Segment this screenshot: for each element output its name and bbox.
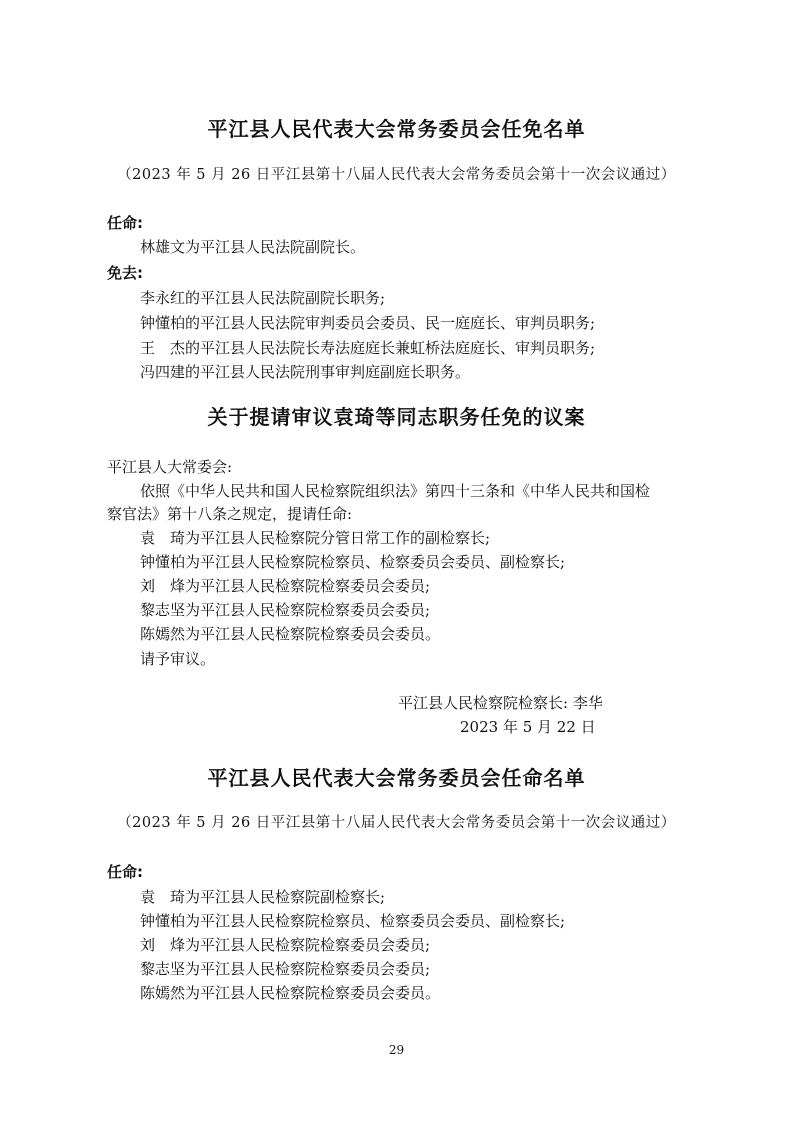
- section3-title: 平江县人民代表大会常务委员会任命名单: [207, 766, 586, 790]
- section3-appoint-heading: 任命:: [107, 863, 143, 881]
- section2-closing: 请予审议。: [140, 650, 216, 668]
- section1-remove-item: 王 杰的平江县人民法院长寿法庭庭长兼虹桥法庭庭长、审判员职务;: [140, 339, 596, 357]
- section1-title: 平江县人民代表大会常务委员会任免名单: [207, 117, 586, 141]
- section2-signature: 平江县人民检察院检察长: 李华: [398, 694, 603, 712]
- section2-salutation: 平江县人大常委会:: [107, 458, 233, 476]
- section1-appoint-item: 林雄文为平江县人民法院副院长。: [140, 238, 366, 256]
- section2-item: 钟懂柏为平江县人民检察院检察员、检察委员会委员、副检察长;: [140, 553, 566, 571]
- section3-item: 陈嫣然为平江县人民检察院检察委员会委员。: [140, 984, 441, 1002]
- section3-item: 袁 琦为平江县人民检察院副检察长;: [140, 888, 386, 906]
- page-number: 29: [388, 1043, 405, 1057]
- section1-remove-item: 冯四建的平江县人民法院刑事审判庭副庭长职务。: [140, 363, 471, 381]
- section3-item: 刘 烽为平江县人民检察院检察委员会委员;: [140, 936, 431, 954]
- section2-body-line: 依照《中华人民共和国人民检察院组织法》第四十三条和《中华人民共和国检: [140, 482, 651, 500]
- section3-item: 黎志坚为平江县人民检察院检察委员会委员;: [140, 960, 431, 978]
- section2-item: 刘 烽为平江县人民检察院检察委员会委员;: [140, 577, 431, 595]
- section1-remove-heading: 免去:: [107, 264, 143, 282]
- section2-item: 黎志坚为平江县人民检察院检察委员会委员;: [140, 601, 431, 619]
- section2-title: 关于提请审议袁琦等同志职务任免的议案: [207, 405, 586, 429]
- section2-item: 袁 琦为平江县人民检察院分管日常工作的副检察长;: [140, 529, 491, 547]
- section1-remove-item: 钟懂柏的平江县人民法院审判委员会委员、民一庭庭长、审判员职务;: [140, 314, 596, 332]
- section2-date: 2023 年 5 月 22 日: [460, 718, 596, 736]
- section1-subtitle: （2023 年 5 月 26 日平江县第十八届人民代表大会常务委员会第十一次会议通过）: [117, 167, 676, 183]
- section1-appoint-heading: 任命:: [107, 214, 143, 232]
- section2-body-line: 察官法》第十八条之规定，提请任命:: [107, 505, 353, 523]
- section2-item: 陈嫣然为平江县人民检察院检察委员会委员。: [140, 625, 441, 643]
- section1-remove-item: 李永红的平江县人民法院副院长职务;: [140, 289, 386, 307]
- section3-item: 钟懂柏为平江县人民检察院检察员、检察委员会委员、副检察长;: [140, 912, 566, 930]
- section3-subtitle: （2023 年 5 月 26 日平江县第十八届人民代表大会常务委员会第十一次会议通过）: [117, 815, 676, 831]
